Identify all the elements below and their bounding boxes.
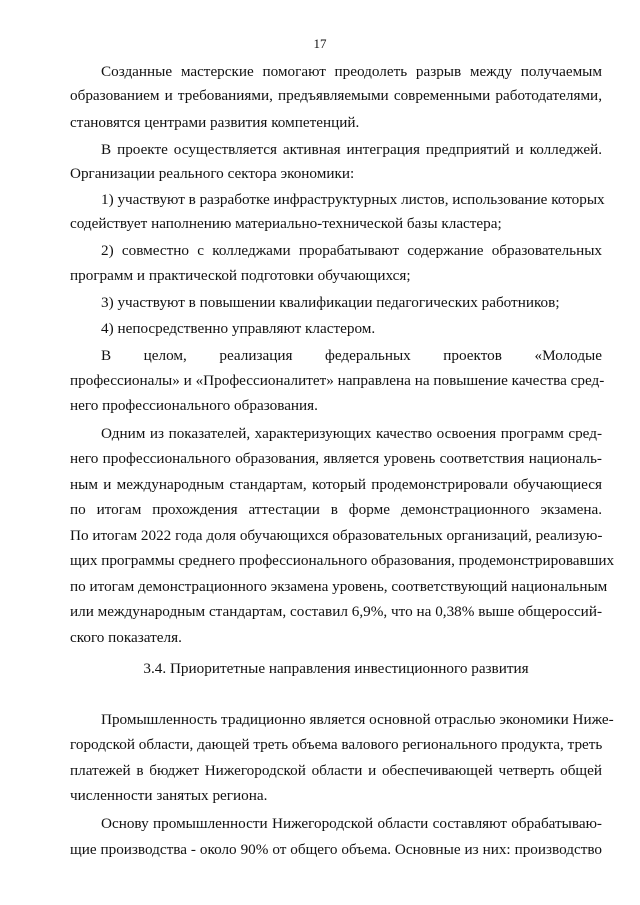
paragraph-line: становятся центрами развития компетенций.: [70, 114, 360, 131]
paragraph-line: платежей в бюджет Нижегородской области и обеспечивающей четверть общей: [70, 762, 602, 779]
paragraph-line: щие производства - около 90% от общего объема. Основные из них: производство: [70, 841, 602, 858]
paragraph-line: или международным стандартам, составил 6,9%, что на 0,38% выше общероссий-: [70, 603, 602, 620]
page-number: 17: [313, 36, 327, 51]
paragraph-line: образованием и требованиями, предъявляемыми современными работодателями,: [70, 87, 602, 104]
list-item-line: содействует наполнению материально-технической базы кластера;: [70, 215, 502, 232]
list-item-line: 3) участвуют в повышении квалификации педагогических работников;: [101, 294, 560, 311]
paragraph-line: Созданные мастерские помогают преодолеть разрыв между получаемым: [101, 63, 602, 80]
paragraph-line: городской области, дающей треть объема валового регионального продукта, треть: [70, 736, 603, 753]
paragraph-line: В проекте осуществляется активная интеграция предприятий и колледжей.: [101, 141, 602, 158]
paragraph-line: по итогам демонстрационного экзамена уровень, соответствующий национальным: [70, 578, 608, 595]
section-heading: 3.4. Приоритетные направления инвестиционного развития: [143, 660, 529, 677]
paragraph-line: ным и международным стандартам, который продемонстрировали обучающиеся: [70, 476, 602, 493]
paragraph-line: По итогам 2022 года доля обучающихся образовательных организаций, реализую-: [70, 527, 603, 544]
paragraph-line: него профессионального образования, является уровень соответствия националь-: [70, 450, 602, 467]
paragraph-line: Организации реального сектора экономики:: [70, 165, 355, 182]
paragraph-line: Основу промышленности Нижегородской области составляют обрабатываю-: [101, 815, 602, 832]
paragraph-line: щих программы среднего профессионального образования, продемонстрировавших: [70, 552, 615, 569]
paragraph-line: В целом, реализация федеральных проектов «Молодые: [101, 347, 602, 364]
list-item-line: 1) участвуют в разработке инфраструктурных листов, использование которых: [101, 191, 605, 208]
paragraph-line: него профессионального образования.: [70, 397, 318, 414]
list-item-line: 2) совместно с колледжами прорабатывают содержание образовательных: [101, 242, 602, 259]
paragraph-line: ского показателя.: [70, 629, 182, 646]
paragraph-line: профессионалы» и «Профессионалитет» направлена на повышение качества сред-: [70, 372, 605, 389]
paragraph-line: Одним из показателей, характеризующих качество освоения программ сред-: [101, 425, 602, 442]
paragraph-line: по итогам прохождения аттестации в форме демонстрационного экзамена.: [70, 501, 602, 518]
list-item-line: программ и практической подготовки обучающихся;: [70, 267, 411, 284]
list-item-line: 4) непосредственно управляют кластером.: [101, 320, 376, 337]
paragraph-line: Промышленность традиционно является основной отраслью экономики Ниже-: [101, 711, 614, 728]
paragraph-line: численности занятых региона.: [70, 787, 268, 804]
